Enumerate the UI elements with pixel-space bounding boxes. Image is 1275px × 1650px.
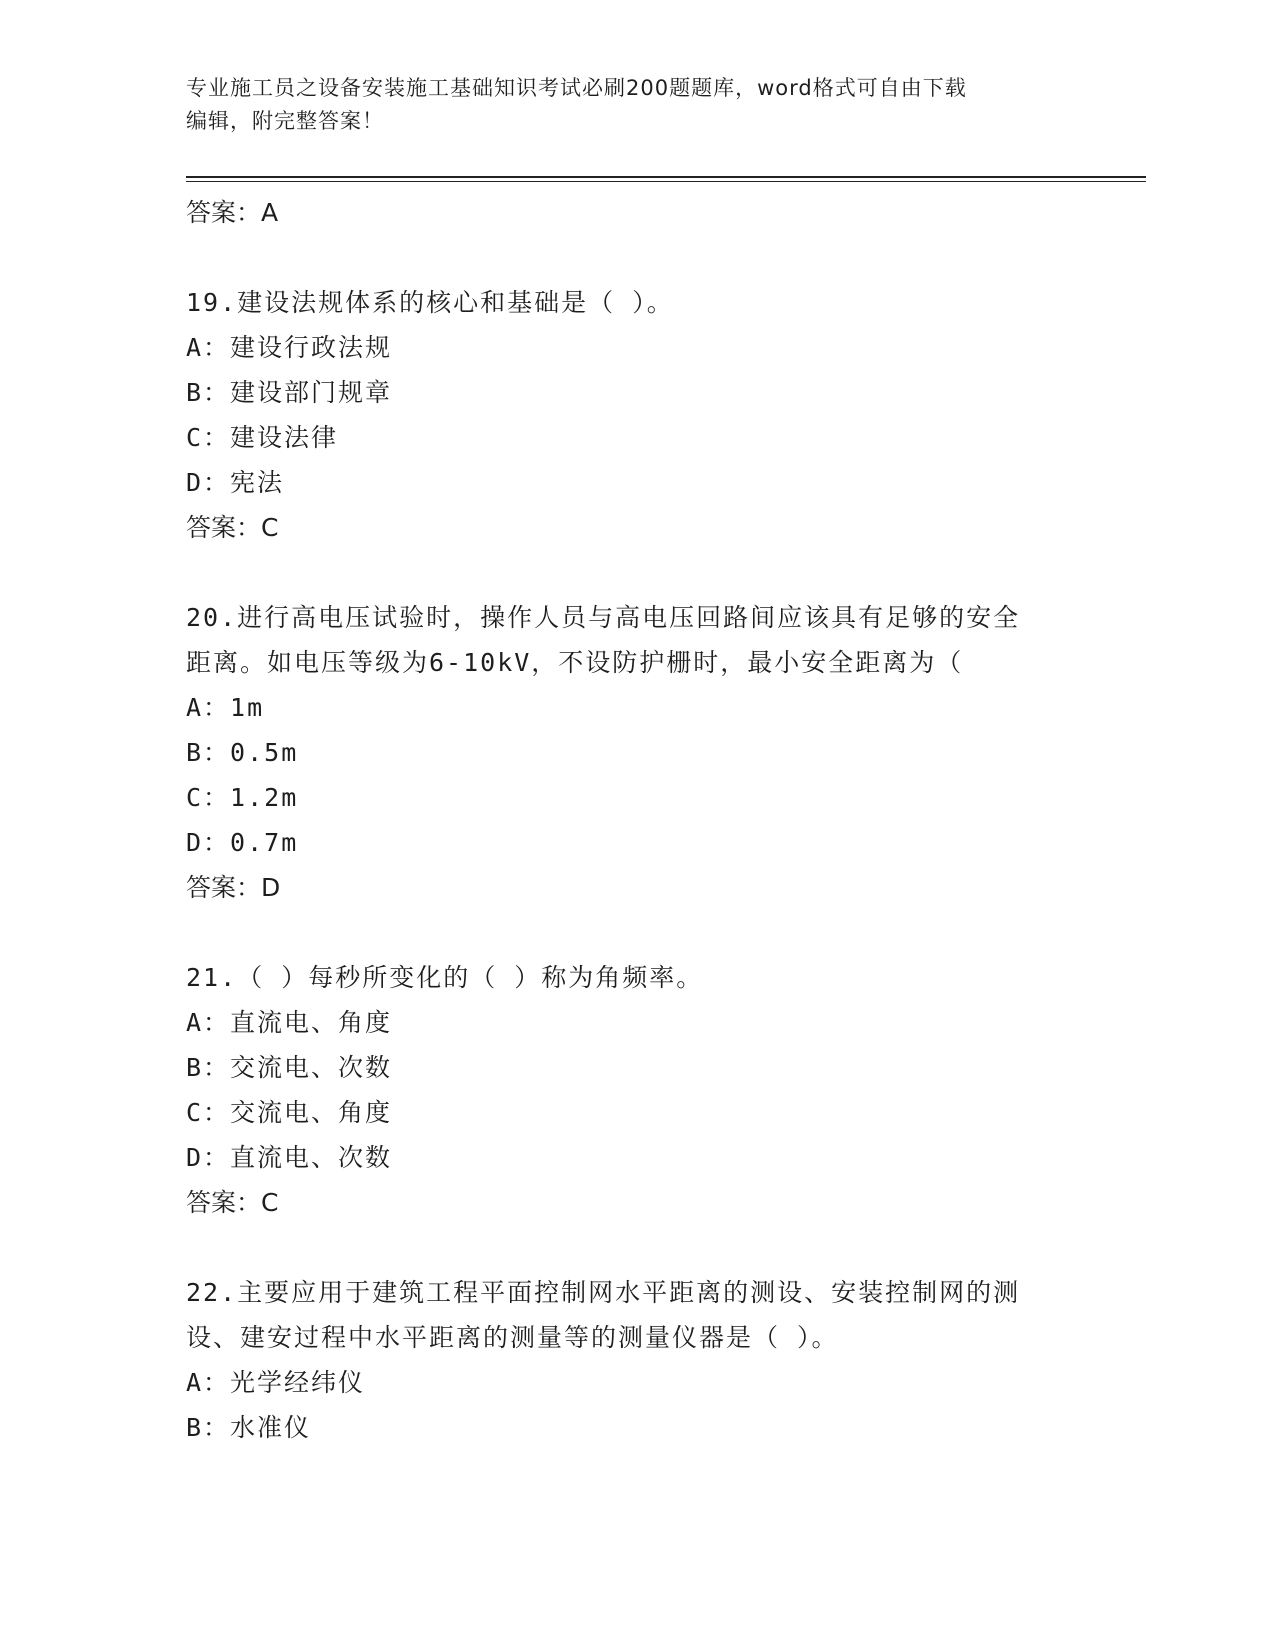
question-text-line1: 20.进行高电压试验时，操作人员与高电压回路间应该具有足够的安全 [186,603,1021,632]
header-divider-thick [186,176,1146,178]
question-text: 21.（ ）每秒所变化的（ ）称为角频率。 [186,963,704,992]
question-text-line2: 距离。如电压等级为6-10kV，不设防护栅时，最小安全距离为（ [186,648,964,677]
question-19 [186,280,1086,550]
question-20 [186,595,1086,910]
question-list [186,190,1086,1450]
option-c: C：1.2m [186,783,299,812]
answer: 答案：D [186,873,281,902]
option-a: A：建设行政法规 [186,333,393,362]
option-a: A：1m [186,693,265,722]
option-b: B：0.5m [186,738,299,767]
answer-prev: 答案：A [186,198,279,227]
question-text-line1: 22.主要应用于建筑工程平面控制网水平距离的测设、安装控制网的测 [186,1278,1021,1307]
header-title-line2: 编辑，附完整答案！ [186,109,384,133]
option-d: D：直流电、次数 [186,1143,393,1172]
option-a: A：直流电、角度 [186,1008,393,1037]
option-b: B：建设部门规章 [186,378,393,407]
option-a: A：光学经纬仪 [186,1368,366,1397]
question-text: 19.建设法规体系的核心和基础是（ ）。 [186,288,674,317]
question-21 [186,955,1086,1225]
answer: 答案：C [186,1188,279,1217]
header-divider-thin [186,181,1146,182]
question-22 [186,1270,1086,1450]
option-b: B：水准仪 [186,1413,312,1442]
option-d: D：宪法 [186,468,285,497]
option-c: C：建设法律 [186,423,339,452]
answer: 答案：C [186,513,279,542]
option-c: C：交流电、角度 [186,1098,393,1127]
header-title-line1: 专业施工员之设备安装施工基础知识考试必刷200题题库，word格式可自由下载 [186,76,967,100]
option-d: D：0.7m [186,828,299,857]
document-header [186,72,1066,138]
option-b: B：交流电、次数 [186,1053,393,1082]
question-text-line2: 设、建安过程中水平距离的测量等的测量仪器是（ ）。 [186,1323,839,1352]
